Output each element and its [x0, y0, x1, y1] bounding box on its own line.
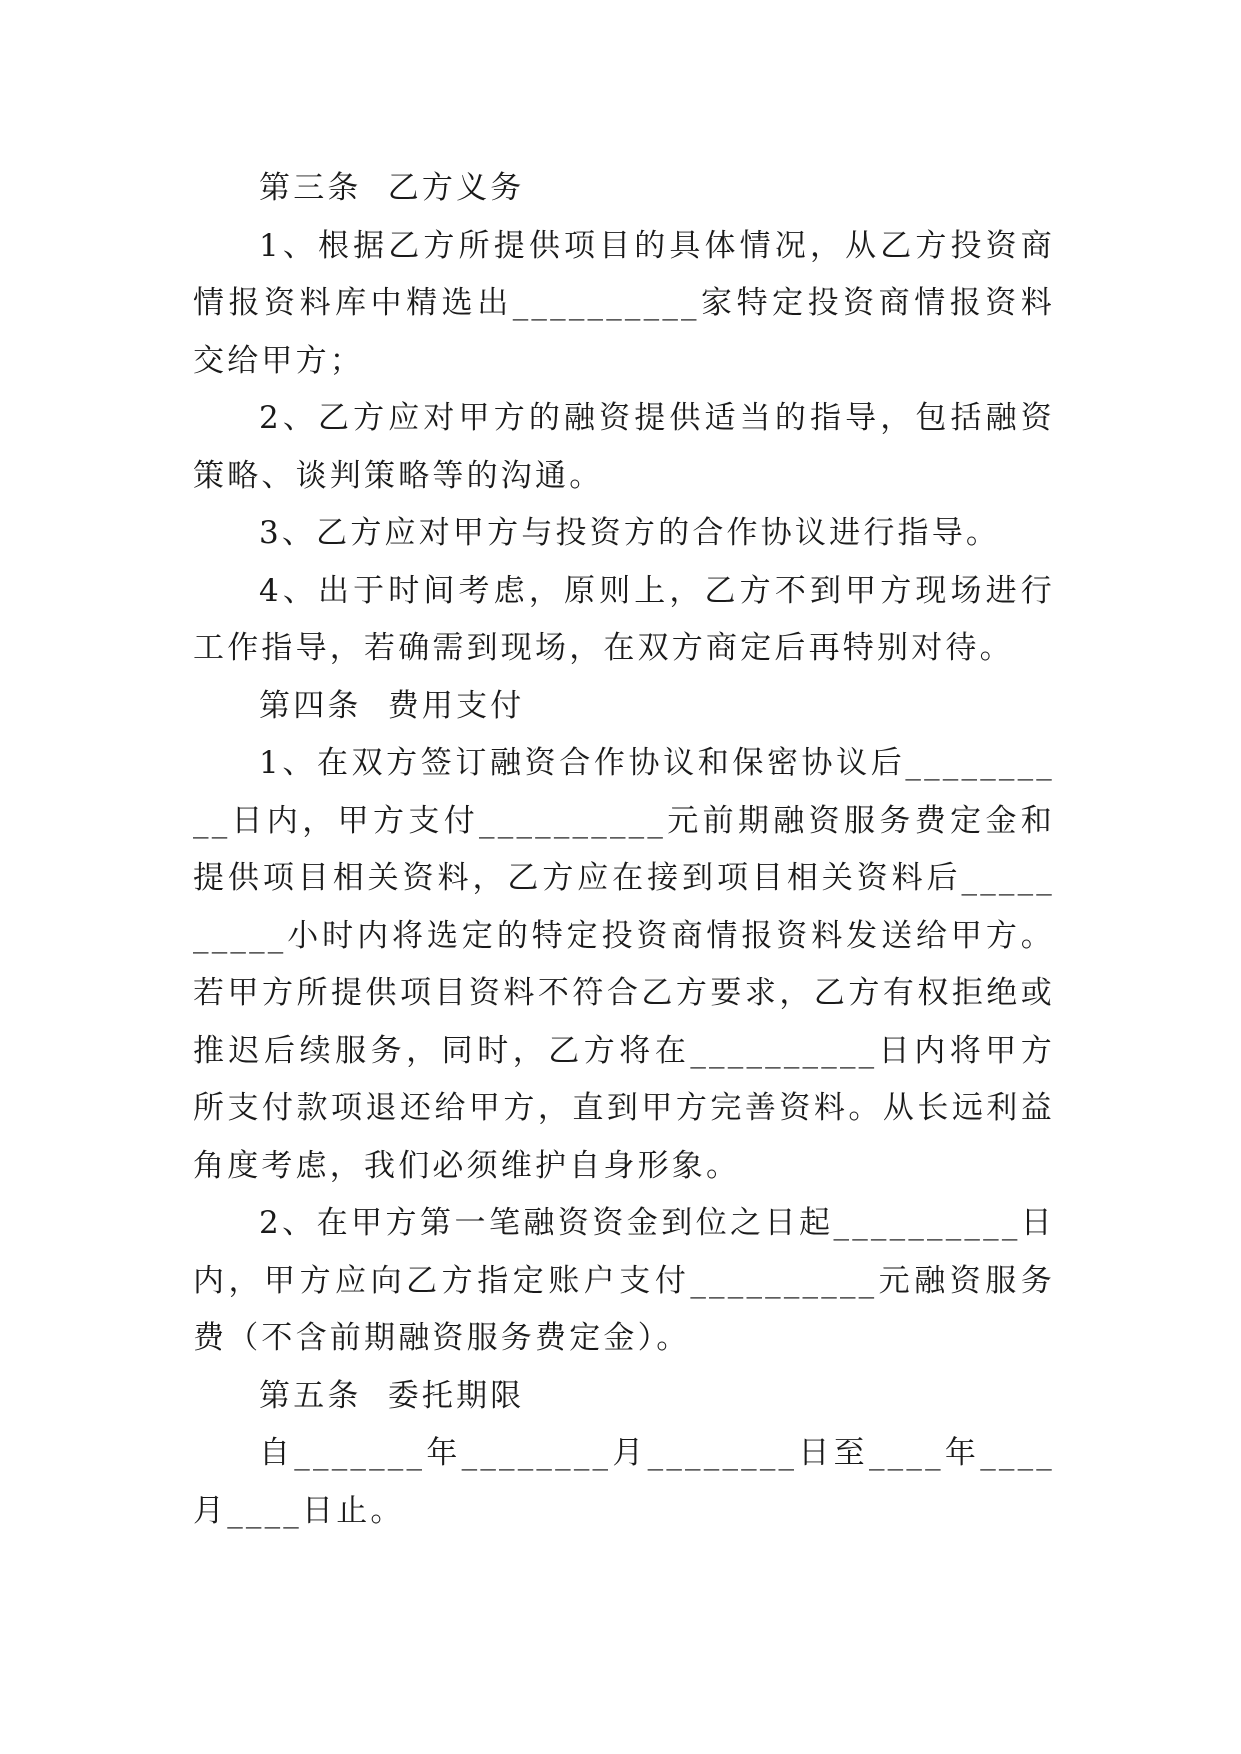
article-4-clause-2: 2、在甲方第一笔融资资金到位之日起__________日内，甲方应向乙方指定账户支付__________元融资服务费（不含前期融资服务费定金）。 — [193, 1205, 1055, 1356]
article-4-heading: 第四条 费用支付 — [259, 687, 525, 724]
document-body — [193, 160, 1055, 1540]
article-3-clause-1: 1、根据乙方所提供项目的具体情况，从乙方投资商情报资料库中精选出__________家特定投资商情报资料交给甲方； — [193, 227, 1055, 379]
article-3-clause-2: 2、乙方应对甲方的融资提供适当的指导，包括融资策略、谈判策略等的沟通。 — [193, 400, 1055, 494]
article-3-clause-3: 3、乙方应对甲方与投资方的合作协议进行指导。 — [259, 515, 1001, 551]
article-5-heading: 第五条 委托期限 — [259, 1377, 525, 1414]
article-3-clause-4: 4、出于时间考虑，原则上，乙方不到甲方现场进行工作指导，若确需到现场，在双方商定后再特别对待。 — [193, 572, 1055, 666]
article-5-term: 自_______年________月________日至____年____月____日止。 — [193, 1435, 1055, 1529]
article-3-heading: 第三条 乙方义务 — [259, 170, 525, 206]
article-4-clause-1: 1、在双方签订融资合作协议和保密协议后__________日内，甲方支付__________元前期融资服务费定金和提供项目相关资料，乙方应在接到项目相关资料后__________小时内将选定的特定投资商情报资料发送给甲方。若甲方所提供项目资料不符合乙方要求，乙方有权拒绝或推迟后续服务，同时，乙方将在__________日内将甲方所支付款项退还给甲方，直到甲方完善资料。从长远利益角度考虑，我们必须维护自身形象。 — [193, 745, 1055, 1184]
